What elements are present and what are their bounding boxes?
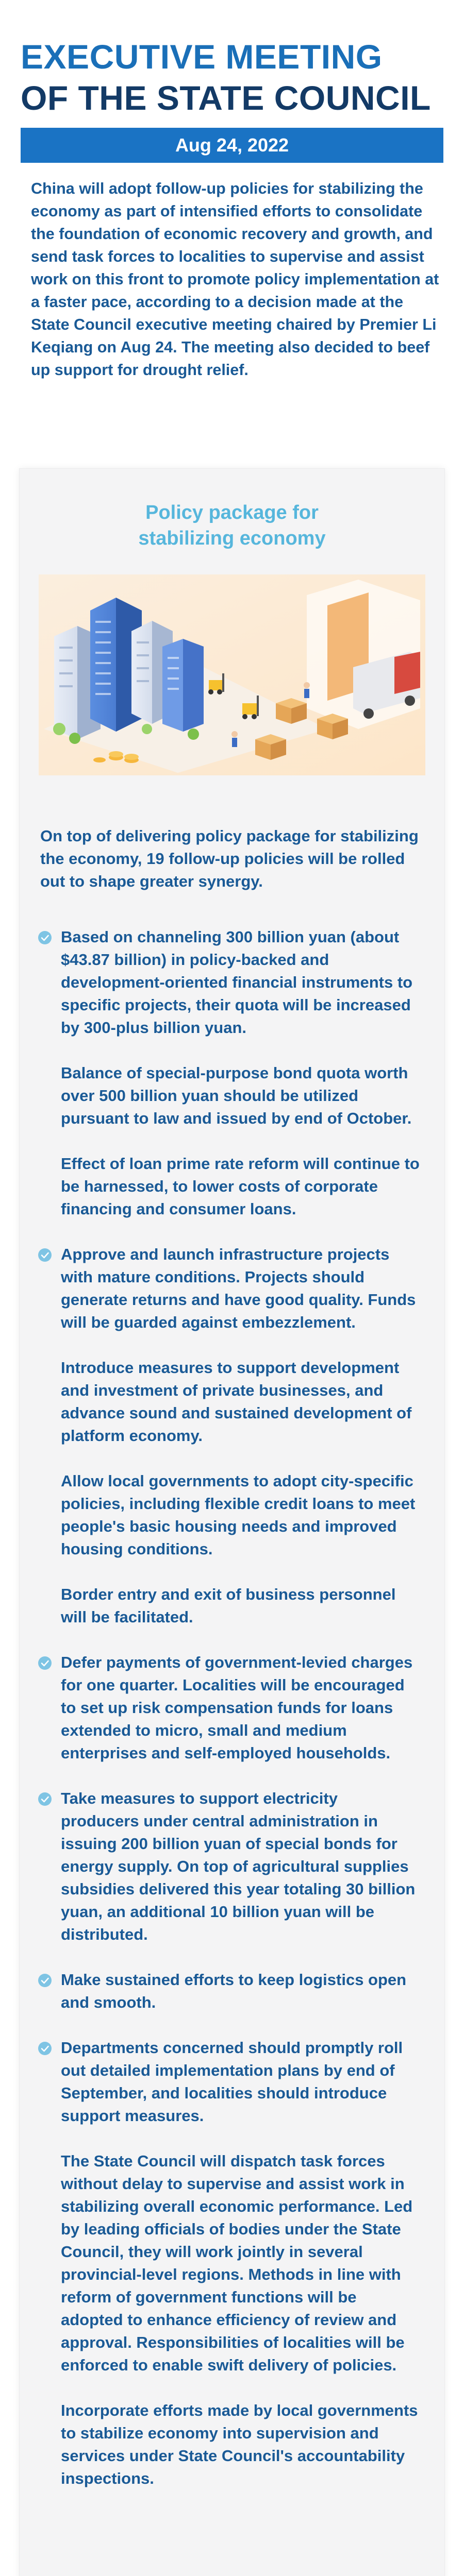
policy-item-text: Make sustained efforts to keep logistics open and smooth. [61,1971,407,2011]
checkmark-circle-icon [38,1248,52,1262]
page-title [0,0,464,118]
policy-item [20,1651,444,1765]
policy-item [20,1470,444,1561]
title-line-1: EXECUTIVE MEETING [21,38,383,76]
checkmark-circle-icon [38,1656,52,1670]
title-line-2: OF THE STATE COUNCIL [21,79,431,117]
lead-paragraph: On top of delivering policy package for stabilizing the economy, 19 follow-up policies will be rolled out to shape greater synergy. [40,827,419,890]
policy-item [20,926,444,1039]
policy-item-text: Incorporate efforts made by local governments to stabilize economy into supervision and services under State Council's accountability inspections. [61,2401,418,2487]
policy-item-text: The State Council will dispatch task forces without delay to supervise and assist work in stabilizing overall economic performance. Led by leading officials of bodies under the State Council, they will work jointly in several provincial-level regions. Methods in line with reform of government functions will be adopted to enhance efficiency of review and approval. Responsibilities of localities will be enforced to enable swift delivery of policies. [61,2152,413,2374]
policy-item [20,2150,444,2377]
policy-item [20,1583,444,1629]
policy-item-text: Defer payments of government-levied charges for one quarter. Localities will be encouraged to set up risk compensation funds for loans extended to micro, small and medium enterprises and self-employed households. [61,1653,413,1762]
policy-item [20,2037,444,2127]
policy-card [20,469,444,2576]
policy-item-text: Allow local governments to adopt city-specific policies, including flexible credit loans to meet people's basic housing needs and improved housing conditions. [61,1472,416,1558]
intro-paragraph: China will adopt follow-up policies for stabilizing the economy as part of intensified efforts to consolidate the foundation of economic recovery and growth, and send task forces to localities to supervise and assist work on this front to promote policy implementation at a faster pace, according to a decision made at the State Council executive meeting chaired by Premier Li Keqiang on Aug 24. The meeting also decided to beef up support for drought relief. [31,180,439,379]
checkmark-circle-icon [38,2042,52,2055]
policy-item [20,1969,444,2014]
date-banner: Aug 24, 2022 [21,128,443,163]
policy-item-text: Departments concerned should promptly roll out detailed implementation plans by end of September, and localities should introduce support measures. [61,2039,403,2125]
policy-item-text: Based on channeling 300 billion yuan (about $43.87 billion) in policy-backed and development-oriented financial instruments to specific projects, their quota will be increased by 300-plus billion yuan. [61,928,413,1037]
policy-item [20,1357,444,1447]
policy-item [20,1787,444,1946]
card-heading-line-1: Policy package for [145,502,319,523]
policy-item-text: Balance of special-purpose bond quota worth over 500 billion yuan should be utilized pursuant to law and issued by end of October. [61,1064,412,1127]
card-heading [20,500,444,551]
policy-item-text: Effect of loan prime rate reform will continue to be harnessed, to lower costs of corporate financing and consumer loans. [61,1155,420,1218]
policy-item [20,1243,444,1334]
policy-item-text: Border entry and exit of business personnel will be facilitated. [61,1585,396,1626]
checkmark-circle-icon [38,1974,52,1987]
checkmark-circle-icon [38,1792,52,1806]
policy-item [20,2399,444,2490]
policy-item [20,1062,444,1130]
policy-item-text: Take measures to support electricity producers under central administration in issuing 200 billion yuan of special bonds for energy supply. On top of agricultural supplies subsidies delivered this year totaling 30 billion yuan, an additional 10 billion yuan will be distributed. [61,1789,416,1943]
checkmark-circle-icon [38,931,52,944]
city-logistics-illustration [39,574,425,775]
policy-item [20,1153,444,1221]
card-heading-line-2: stabilizing economy [138,528,326,549]
policy-list [20,926,444,2490]
policy-item-text: Approve and launch infrastructure projects with mature conditions. Projects should generate returns and have good quality. Funds will be guarded against embezzlement. [61,1245,416,1331]
policy-item-text: Introduce measures to support development and investment of private businesses, and advance sound and sustained development of platform economy. [61,1359,412,1445]
